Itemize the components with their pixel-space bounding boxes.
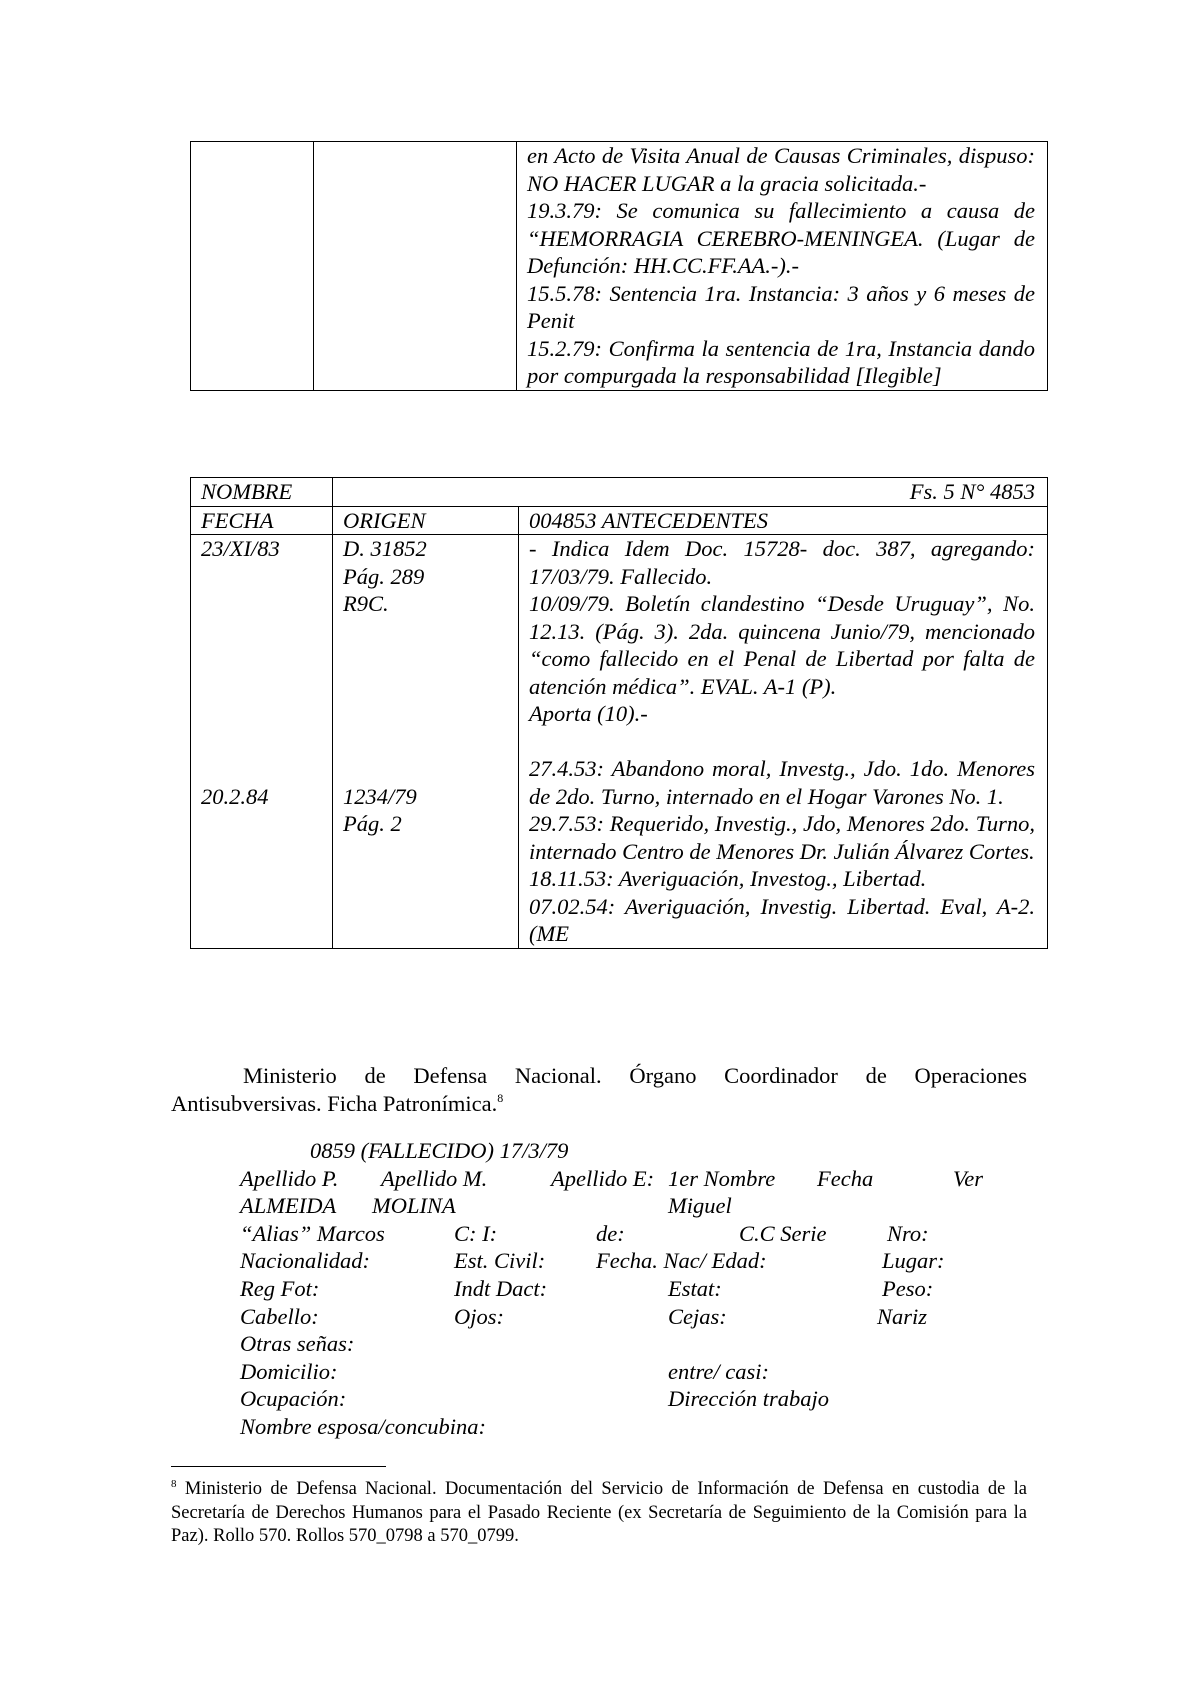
record-table bbox=[190, 477, 1048, 949]
column-header-antecedentes: 004853 ANTECEDENTES bbox=[519, 506, 1048, 535]
antecedentes-cell bbox=[519, 535, 1048, 949]
footnote-divider bbox=[171, 1466, 386, 1467]
ocupacion-label: Ocupación: bbox=[240, 1386, 347, 1412]
ojos-label: Ojos: bbox=[454, 1303, 504, 1329]
entry-line: 19.3.79: Se comunica su fallecimiento a causa de “HEMORRAGIA CEREBRO-MENINGEA. (Lugar de Defunción: HH.CC.FF.AA.-).- bbox=[527, 198, 1035, 278]
entry-line: en Acto de Visita Anual de Causas Criminales, dispuso: NO HACER LUGAR a la gracia solicitada.- bbox=[527, 143, 1035, 196]
cejas-label: Cejas: bbox=[668, 1303, 727, 1329]
origen-line: 1234/79 bbox=[343, 783, 417, 809]
origen-line: Pág. 289 bbox=[343, 563, 425, 589]
body-paragraph bbox=[171, 1062, 1027, 1118]
origen-line: Pág. 2 bbox=[343, 811, 402, 836]
ver-label: Ver bbox=[953, 1165, 983, 1191]
paragraph-text: Ministerio de Defensa Nacional. Órgano Coordinador de Operaciones Antisubversivas. Ficha Patronímica. bbox=[171, 1063, 1027, 1116]
fecha-label: Fecha bbox=[817, 1165, 874, 1191]
cabello-label: Cabello: bbox=[240, 1303, 319, 1329]
table-header-row bbox=[191, 506, 1048, 535]
apellido-p-value: ALMEIDA bbox=[240, 1193, 337, 1219]
antecedentes-cell bbox=[517, 142, 1048, 391]
otras-senas-label: Otras señas: bbox=[240, 1331, 355, 1357]
apellido-m-value: MOLINA bbox=[372, 1193, 456, 1219]
footnote-number: 8 bbox=[171, 1478, 177, 1490]
apellido-m-label: Apellido M. bbox=[381, 1165, 488, 1191]
nro-label: Nro: bbox=[887, 1220, 929, 1246]
primer-nombre-value: Miguel bbox=[668, 1193, 732, 1219]
apellido-e-label: Apellido E: bbox=[551, 1165, 655, 1191]
ficha-form bbox=[240, 1137, 1000, 1447]
origen-line: R9C. bbox=[343, 591, 389, 616]
est-civil-label: Est. Civil: bbox=[454, 1248, 546, 1274]
direccion-trabajo-label: Dirección trabajo bbox=[668, 1386, 830, 1412]
entry-line: 29.7.53: Requerido, Investig., Jdo, Menores 2do. Turno, internado Centro de Menores Dr. Julián Álvarez Cortes. bbox=[529, 811, 1035, 864]
alias-value: “Alias” Marcos bbox=[240, 1220, 385, 1246]
column-header-origen: ORIGEN bbox=[333, 506, 519, 535]
fecha-value: 23/XI/83 bbox=[201, 536, 280, 561]
origen-cell bbox=[333, 535, 519, 949]
nacionalidad-label: Nacionalidad: bbox=[240, 1248, 370, 1274]
entry-line: Aporta (10).- bbox=[529, 701, 648, 726]
origen-line: D. 31852 bbox=[343, 536, 427, 561]
table-row bbox=[191, 142, 1048, 391]
peso-label: Peso: bbox=[882, 1276, 934, 1301]
footnote bbox=[171, 1478, 1027, 1549]
continuation-table bbox=[190, 141, 1048, 391]
reg-fot-label: Reg Fot: bbox=[240, 1276, 320, 1301]
empty-cell bbox=[191, 142, 314, 391]
entry-line: - Indica Idem Doc. 15728- doc. 387, agregando: 17/03/79. Fallecido. bbox=[529, 536, 1035, 589]
cc-serie-label: C.C Serie bbox=[739, 1220, 827, 1246]
domicilio-label: Domicilio: bbox=[240, 1358, 338, 1384]
lugar-label: Lugar: bbox=[882, 1248, 945, 1274]
entry-line: 27.4.53: Abandono moral, Investg., Jdo. 1do. Menores de 2do. Turno, internado en el Hogar Varones No. 1. bbox=[529, 756, 1035, 809]
nombre-esposa-label: Nombre esposa/concubina: bbox=[240, 1414, 487, 1439]
entry-line: 10/09/79. Boletín clandestino “Desde Uruguay”, No. 12.13. (Pág. 3). 2da. quincena Junio/79, mencionado “como fallecido en el Penal de Libertad por falta de atención médica”. EVAL. A-1 (P). bbox=[529, 591, 1035, 699]
primer-nombre-label: 1er Nombre bbox=[668, 1165, 776, 1191]
column-header-fecha: FECHA bbox=[191, 506, 333, 535]
entry-line: 18.11.53: Averiguación, Investog., Libertad. bbox=[529, 866, 927, 891]
entry-line: 07.02.54: Averiguación, Investig. Libertad. Eval, A-2. (ME bbox=[529, 893, 1035, 946]
empty-cell bbox=[314, 142, 517, 391]
footnote-reference: 8 bbox=[497, 1091, 504, 1105]
de-label: de: bbox=[596, 1220, 625, 1246]
ficha-header: 0859 (FALLECIDO) 17/3/79 bbox=[310, 1138, 569, 1163]
table-row bbox=[191, 535, 1048, 949]
entre-casi-label: entre/ casi: bbox=[668, 1358, 770, 1384]
ci-label: C: I: bbox=[454, 1220, 498, 1246]
entry-line: 15.5.78: Sentencia 1ra. Instancia: 3 años y 6 meses de Penit bbox=[527, 280, 1035, 333]
estat-label: Estat: bbox=[668, 1276, 722, 1301]
indt-dact-label: Indt Dact: bbox=[454, 1276, 548, 1301]
footnote-text: Ministerio de Defensa Nacional. Documentación del Servicio de Información de Defensa en custodia de la Secretaría de Derechos Humanos para el Pasado Reciente (ex Secretaría de Seguimiento de la Comisión para la Paz). Rollo 570. Rollos 570_0798 a 570_0799. bbox=[171, 1479, 1028, 1546]
fecha-value: 20.2.84 bbox=[201, 783, 269, 809]
table-row bbox=[191, 478, 1048, 507]
nariz-label: Nariz bbox=[877, 1303, 928, 1329]
fs-label: Fs. 5 N° 4853 bbox=[333, 478, 1048, 507]
fecha-nac-edad-label: Fecha. Nac/ Edad: bbox=[596, 1248, 767, 1274]
entry-line: 15.2.79: Confirma la sentencia de 1ra, Instancia dando por compurgada la responsabilidad [Ilegible] bbox=[527, 335, 1035, 388]
fecha-cell bbox=[191, 535, 333, 949]
nombre-label: NOMBRE bbox=[191, 478, 333, 507]
apellido-p-label: Apellido P. bbox=[240, 1165, 339, 1191]
